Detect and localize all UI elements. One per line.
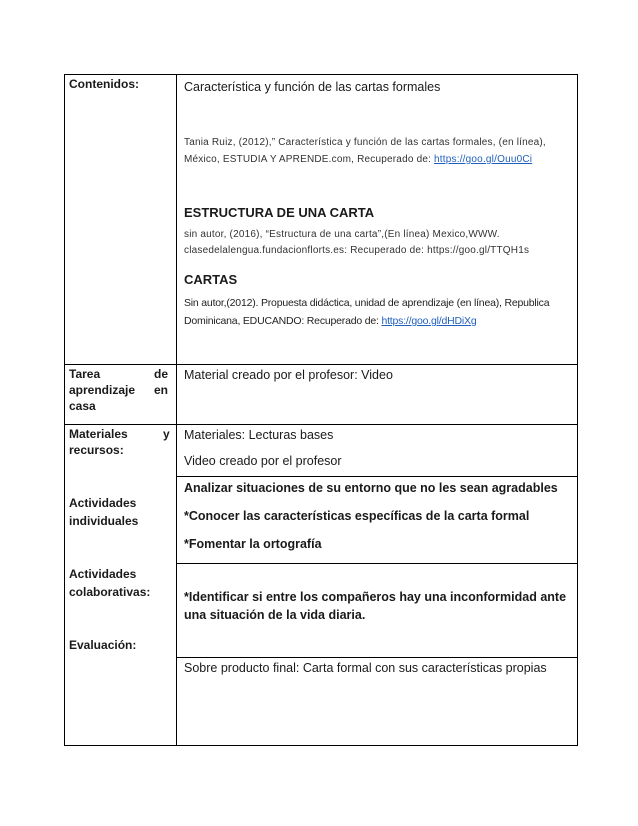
reference-1-line-2	[184, 154, 532, 166]
label-tarea-line-2b: en	[154, 383, 169, 397]
row-divider-2	[64, 424, 578, 425]
materiales-content-2: Video creado por el profesor	[184, 454, 342, 468]
label-colaborativas-line-1: Actividades	[69, 567, 137, 581]
individual-activity-1: Analizar situaciones de su entorno que no les sean agradables	[184, 481, 558, 495]
column-divider	[176, 74, 177, 746]
individual-activity-3: *Fomentar la ortografía	[184, 537, 322, 551]
label-tarea-line-1a: Tarea	[69, 367, 101, 381]
label-materiales-line-1b: y	[163, 427, 170, 441]
label-individuales-line-1: Actividades	[69, 496, 137, 510]
label-individuales-line-2: individuales	[69, 514, 139, 528]
table-border-bottom	[64, 745, 578, 746]
individual-activity-2: *Conocer las características específicas de la carta formal	[184, 509, 530, 523]
reference-1-line-1: Tania Ruiz, (2012),” Característica y función de las cartas formales, (en línea),	[184, 137, 546, 148]
table-border-left	[64, 74, 65, 746]
content-divider-2	[176, 563, 578, 564]
label-contenidos: Contenidos:	[69, 77, 139, 91]
collaborative-activity-line-2: una situación de la vida diaria.	[184, 608, 366, 622]
tarea-content: Material creado por el profesor: Video	[184, 368, 393, 382]
label-tarea-line-2a: aprendizaje	[69, 383, 136, 397]
reference-3-line-2	[184, 315, 476, 328]
content-divider-3	[176, 657, 578, 658]
label-colaborativas-line-2: colaborativas:	[69, 585, 151, 599]
materiales-content-1: Materiales: Lecturas bases	[184, 428, 334, 442]
table-border-top	[64, 74, 578, 75]
topic-title: Característica y función de las cartas formales	[184, 80, 441, 94]
label-tarea-line-3: casa	[69, 399, 96, 413]
row-divider-1	[64, 364, 578, 365]
collaborative-activity-line-1: *Identificar si entre los compañeros hay una inconformidad ante	[184, 590, 567, 604]
reference-1-text: México, ESTUDIA Y APRENDE.com, Recuperado de:	[184, 154, 435, 165]
heading-cartas: CARTAS	[184, 272, 238, 287]
reference-3-line-1: Sin autor,(2012). Propuesta didáctica, unidad de aprendizaje (en línea), Republica	[184, 297, 550, 309]
content-divider-1	[176, 476, 578, 477]
label-evaluacion: Evaluación:	[69, 638, 137, 652]
heading-estructura: ESTRUCTURA DE UNA CARTA	[184, 205, 375, 220]
reference-2-line-1: sin autor, (2016), “Estructura de una carta”,(En línea) Mexico,WWW.	[184, 229, 500, 240]
reference-3-link[interactable]: https://goo.gl/dHDiXg	[381, 315, 477, 327]
label-tarea-line-1b: de	[154, 367, 169, 381]
label-materiales-line-2: recursos:	[69, 443, 124, 457]
reference-1-link[interactable]: https://goo.gl/Ouu0Ci	[434, 154, 533, 165]
table-border-right	[577, 74, 578, 746]
label-materiales-line-1a: Materiales	[69, 427, 128, 441]
reference-3-text: Dominicana, EDUCANDO: Recuperado de:	[184, 315, 382, 327]
reference-2-line-2: clasedelalengua.fundacionflorts.es: Recuperado de: https://goo.gl/TTQH1s	[184, 245, 530, 256]
evaluacion-content: Sobre producto final: Carta formal con sus características propias	[184, 661, 547, 675]
